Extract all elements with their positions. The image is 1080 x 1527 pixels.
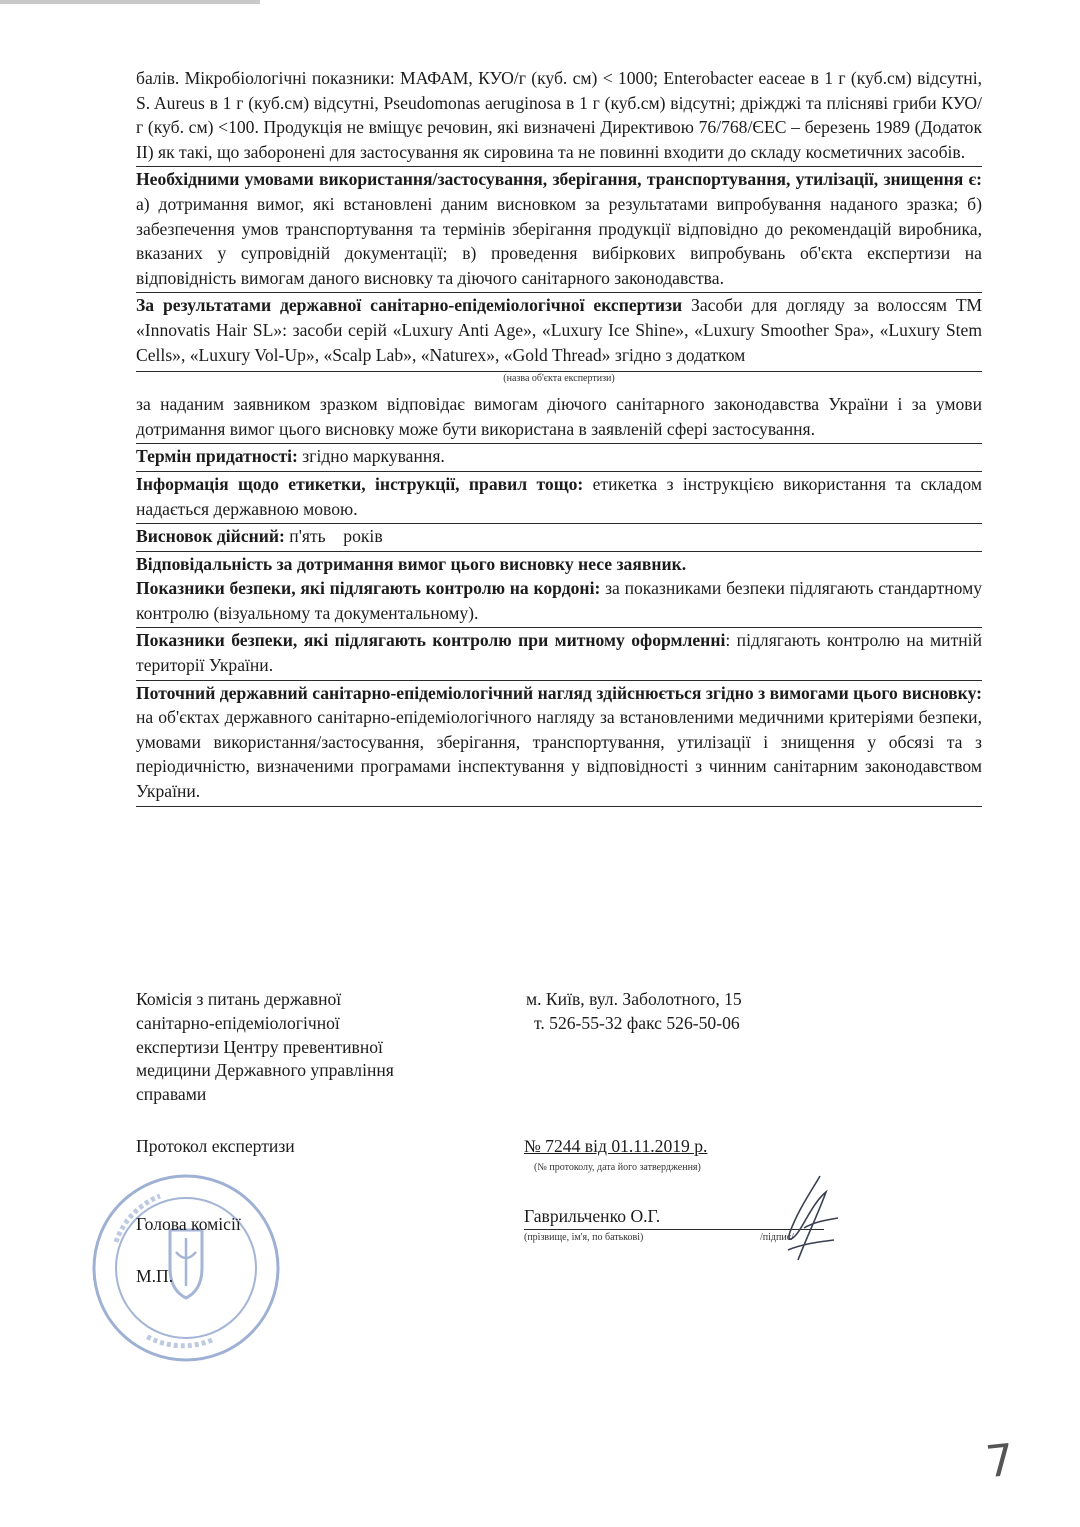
signatory-caption: (прізвище, ім'я, по батькові): [524, 1232, 644, 1243]
protocol-number-date: № 7244 від 01.11.2019 р.: [524, 1136, 708, 1156]
object-caption: (назва об'єкта експертизи): [503, 373, 615, 385]
section-heading: Висновок дійсний:: [136, 526, 285, 547]
section-label-info: [136, 472, 982, 524]
page-number: 7: [983, 1434, 1017, 1489]
section-border-control: [136, 576, 982, 628]
section-heading: Необхідними умовами використання/застосування, зберігання, транспортування, утилізації, знищення є:: [136, 169, 982, 190]
scan-artifact: [0, 0, 260, 4]
section-customs-control: [136, 628, 982, 680]
commission-contacts: [526, 988, 986, 1036]
section-heading: Показники безпеки, які підлягають контролю на кордоні:: [136, 578, 601, 599]
section-heading: Інформація щодо етикетки, інструкції, правил тощо:: [136, 473, 584, 494]
section-validity: [136, 524, 982, 552]
section-text: балів. Мікробіологічні показники: МАФАМ, КУО/г (куб. см) < 1000; Enterobacter eaceae в 1 г (куб.см) відсутні, S. Aureus в 1 г (куб.см) відсутні, Pseudomonas aeruginosa в 1 г (куб.см) відсутні; дріжджі та плісняві гриби КУО/г (куб. см) <100. Продукція не вміщує речовин, які визначені Директивою 76/768/ЄЕС – березень 1989 (Додаток II) як такі, що заборонені для застосування як сировина та не повинні входити до складу косметичних засобів.: [136, 68, 982, 162]
official-stamp-icon: [86, 1168, 286, 1368]
section-text: за показниками безпеки підлягають стандартному контролю (візуальному та документальному).: [136, 578, 982, 623]
section-text: на об'єктах державного санітарно-епідеміологічного нагляду за встановленими медичними критеріями безпеки, умовами використання/застосування, зберігання, транспортування, утилізації і знищення у обсязі та з періодичністю, визначеними програмами інспектування у відповідності з чинним санітарним законодавством України.: [136, 707, 982, 802]
section-text: етикетка з інструкцією використання та складом надається державною мовою.: [136, 473, 982, 519]
protocol-caption: (№ протоколу, дата його затвердження): [534, 1162, 701, 1173]
section-shelf-life: [136, 444, 982, 472]
document-body: [136, 66, 982, 807]
commission-address: м. Київ, вул. Заболотного, 15: [526, 989, 742, 1009]
section-text: а) дотримання вимог, які встановлені даним висновком за результатами випробування наданого зразка; б) забезпечення умов транспортування та термінів зберігання продукції відповідно до рекомендацій виробника, вказаних у супровідній документації; в) проведення вибіркових випробувань об'єкта експертизи на відповідність вимогам даного висновку та діючого санітарного законодавства.: [136, 193, 982, 288]
section-conditions: [136, 167, 982, 293]
section-text: : підлягають контролю на митній території України.: [136, 630, 982, 676]
section-responsibility: [136, 552, 982, 577]
section-text: за наданим заявником зразком відповідає вимогам діючого санітарного законодавства України і за умови дотримання вимог цього висновку може бути використана в заявленій сфері застосування.: [136, 394, 982, 439]
section-text: п'ять років: [284, 526, 383, 547]
section-results: [136, 293, 982, 384]
handwritten-signature-icon: [768, 1170, 848, 1270]
section-heading: Показники безпеки, які підлягають контролю при митному оформленні: [136, 630, 726, 651]
signatory-name: Гаврильченко О.Г.: [524, 1206, 661, 1226]
seal-place-label: М.П.: [136, 1266, 174, 1286]
section-microbiology: [136, 66, 982, 167]
signature-caption: /підпис/: [760, 1232, 794, 1243]
section-text: згідно маркування.: [297, 446, 445, 467]
section-text: Засоби для догляду за волоссям ТМ «Innovatis Hair SL»: засоби серій «Luxury Anti Age», «Luxury Ice Shine», «Luxury Smoother Spa», «Luxury Stem Cells», «Luxury Vol-Up», «Scalp Lab», «Naturex», «Gold Thread» згідно з додатком: [136, 295, 983, 365]
commission-phone: т. 526-55-32 факс 526-50-06: [534, 1012, 740, 1033]
section-heading: Відповідальність за дотримання вимог цього висновку несе заявник.: [136, 553, 687, 574]
object-line: [136, 371, 982, 372]
section-heading: За результатами державної санітарно-епідеміологічної експертизи: [136, 295, 683, 316]
section-heading: Термін придатності:: [136, 446, 298, 467]
commission-name: Комісія з питань державної санітарно-епідеміологічної експертизи Центру превентивної медицини Державного управління справами: [136, 989, 394, 1105]
protocol-label: Протокол експертизи: [136, 1136, 295, 1156]
section-compliance: [136, 392, 982, 444]
head-of-commission-label: Голова комісії: [136, 1214, 241, 1234]
section-heading: Поточний державний санітарно-епідеміологічний нагляд здійснюється згідно з вимогами цього висновку:: [136, 682, 982, 703]
section-supervision: [136, 681, 982, 807]
